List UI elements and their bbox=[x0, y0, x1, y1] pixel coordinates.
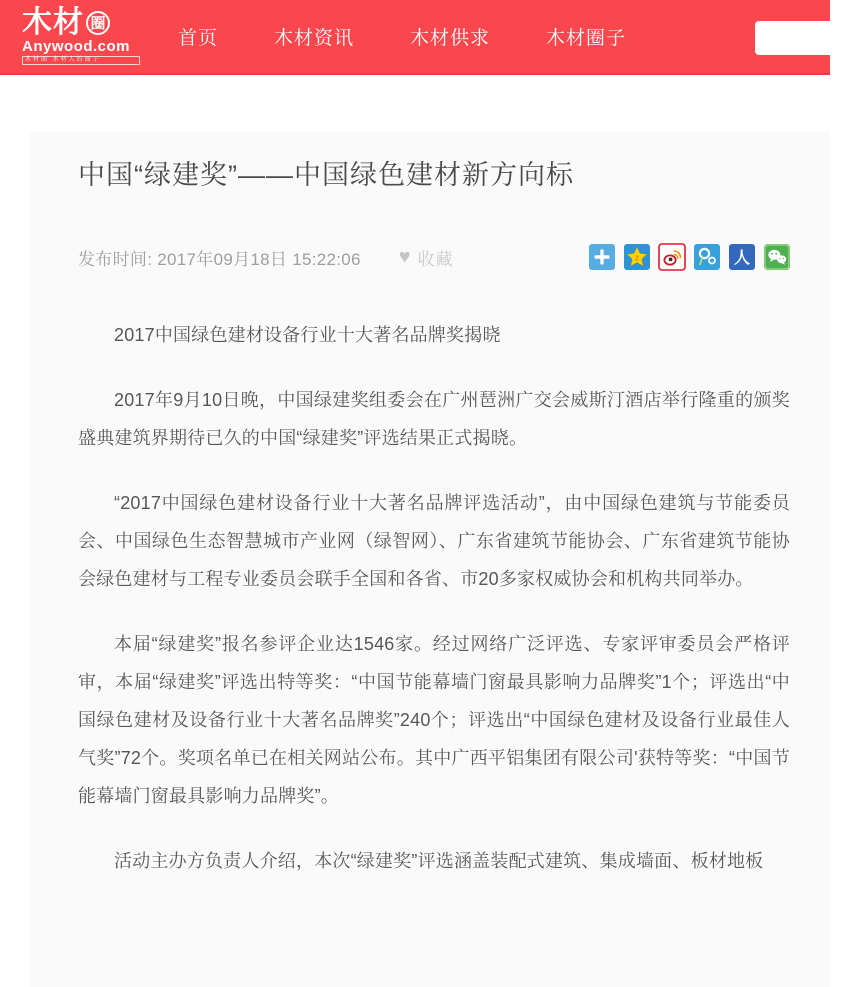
heart-icon: ♥ bbox=[398, 246, 411, 268]
svg-text:z: z bbox=[634, 252, 640, 263]
favorite-label: 收藏 bbox=[417, 249, 454, 269]
nav-item-wood-news-label: 木材资讯 bbox=[274, 28, 355, 49]
main-nav bbox=[176, 19, 628, 54]
logo-tagline: 木材圈 木材人的圈子 bbox=[22, 56, 140, 65]
paragraph: 2017年9月10日晚，中国绿建奖组委会在广州琶洲广交会威斯汀酒店举行隆重的颁奖盛典建筑界期待已久的中国“绿建奖”评选结果正式揭晓。 bbox=[78, 390, 790, 448]
paragraph: 活动主办方负责人介绍，本次“绿建奖”评选涵盖装配式建筑、集成墙面、板材地板 bbox=[114, 851, 764, 871]
logo-domain: Anywood.com bbox=[22, 38, 131, 55]
article-card bbox=[30, 132, 830, 987]
publish-time: 发布时间: 2017年09月18日 15:22:06 bbox=[78, 249, 361, 269]
nav-item-wood-supply[interactable] bbox=[408, 19, 492, 54]
nav-item-home-label: 首页 bbox=[178, 28, 219, 49]
svg-text:人: 人 bbox=[733, 248, 751, 267]
nav-item-wood-news[interactable] bbox=[272, 19, 356, 54]
paragraph: 本届“绿建奖”报名参评企业达1546家。经过网络广泛评选、专家评审委员会严格评审，本届“绿建奖”评选出特等奖：“中国节能幕墙门窗最具影响力品牌奖”1个；评选出“中国绿色建材及设备行业十大著名品牌奖”240个；评选出“中国绿色建材及设备行业最佳人气奖”72个。奖项名单已在相关网站公布。其中广西平铝集团有限公司'获特等奖：“中国节能幕墙门窗最具影响力品牌奖”。 bbox=[78, 634, 790, 806]
paragraph: “2017中国绿色建材设备行业十大著名品牌评选活动”，由中国绿色建筑与节能委员会、中国绿色生态智慧城市产业网（绿智网）、广东省建筑节能协会、广东省建筑节能协会绿色建材与工程专业委员会联手全国和各省、市20多家权威协会和机构共同举办。 bbox=[78, 493, 790, 589]
site-header bbox=[0, 0, 830, 75]
logo-circle-icon: 圈 bbox=[86, 11, 110, 35]
sina-weibo-icon[interactable] bbox=[659, 244, 685, 270]
nav-item-home[interactable] bbox=[176, 19, 220, 54]
share-plus-icon[interactable] bbox=[589, 244, 615, 270]
paragraph: 2017中国绿色建材设备行业十大著名品牌奖揭晓 bbox=[114, 325, 501, 345]
article-title: 中国“绿建奖”——中国绿色建材新方向标 bbox=[78, 160, 574, 190]
article-body bbox=[78, 316, 790, 880]
renren-icon[interactable] bbox=[729, 244, 755, 270]
search-input[interactable] bbox=[755, 21, 848, 55]
article-meta-row bbox=[78, 244, 790, 270]
share-bar bbox=[589, 244, 790, 270]
favorite-button[interactable] bbox=[399, 245, 454, 270]
site-logo[interactable] bbox=[22, 8, 140, 65]
qzone-icon[interactable] bbox=[624, 244, 650, 270]
logo-text-cn: 木材 bbox=[22, 6, 84, 39]
nav-item-wood-supply-label: 木材供求 bbox=[410, 28, 491, 49]
nav-item-wood-circle-label: 木材圈子 bbox=[546, 28, 627, 49]
wechat-icon[interactable] bbox=[764, 244, 790, 270]
tencent-weibo-icon[interactable] bbox=[694, 244, 720, 270]
nav-item-wood-circle[interactable] bbox=[544, 19, 628, 54]
